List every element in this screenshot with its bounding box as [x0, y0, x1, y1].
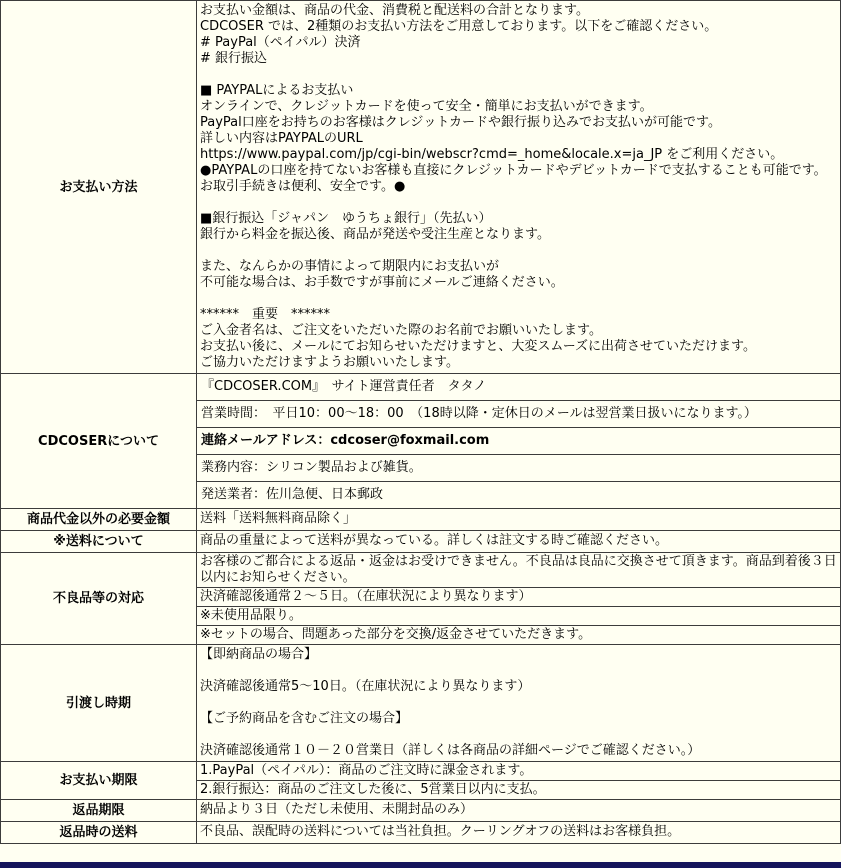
text-line: 連絡メールアドレス：cdcoser@foxmail.com	[201, 433, 490, 448]
text-line: 決済確認後通常２～５日。（在庫状況により異なります）	[200, 589, 532, 604]
content-cell	[197, 645, 840, 761]
text-line	[200, 291, 837, 307]
text-line: # PayPal（ペイパル）決済	[200, 35, 361, 50]
row-content-extra-fees	[197, 509, 840, 530]
text-line: 営業時間： 平日10：00～18：00 （18時以降・定休日のメールは翌営業日扱いになります。）	[201, 406, 757, 421]
text-line: 1.PayPal（ペイパル）：商品のご注文時に課金されます。	[200, 763, 533, 778]
table-row-payment-method	[1, 1, 840, 373]
text-line	[200, 67, 837, 83]
text-line: 不良品、誤配時の送料については当社負担。クーリングオフの送料はお客様負担。	[200, 824, 681, 839]
table-row-return-shipping	[1, 821, 840, 843]
text-line: お支払い金額は、商品の代金、消費税と配送料の合計となります。	[200, 3, 589, 18]
row-content-delivery-time	[197, 645, 840, 761]
row-header-about-cdcoser: CDCOSERについて	[1, 374, 197, 508]
row-header-return-deadline: 返品期限	[1, 800, 197, 821]
row-content-shipping-note	[197, 531, 840, 552]
content-cell	[197, 553, 840, 587]
bottom-dark-bar	[0, 862, 841, 868]
text-line: 納品より３日（ただし未使用、未開封品のみ）	[200, 802, 474, 817]
content-cell	[197, 400, 840, 427]
text-line: 決済確認後通常１０－２０営業日（詳しくは各商品の詳細ページでご確認ください。）	[200, 743, 701, 758]
table-row-about-cdcoser	[1, 373, 840, 508]
content-cell	[197, 481, 840, 508]
text-line: 送料「送料無料商品除く」	[200, 511, 357, 526]
table-row-extra-fees	[1, 508, 840, 530]
content-cell	[197, 625, 840, 644]
text-line: 業務内容：シリコン製品および雑貨。	[201, 460, 422, 475]
content-cell	[197, 531, 840, 552]
row-content-return-deadline	[197, 800, 840, 821]
table-row-payment-deadline	[1, 761, 840, 799]
content-cell	[197, 454, 840, 481]
table-row-shipping-note	[1, 530, 840, 552]
text-line: # 銀行振込	[200, 51, 268, 66]
text-line: 発送業者：佐川急便、日本郵政	[201, 487, 384, 502]
content-cell	[197, 780, 840, 799]
text-line: 【ご予約商品を含むご注文の場合】	[200, 711, 409, 726]
row-header-delivery-time: 引渡し時期	[1, 645, 197, 761]
row-header-shipping-note: ※送料について	[1, 531, 197, 552]
text-line	[200, 663, 837, 679]
text-line	[200, 727, 837, 743]
text-line: 決済確認後通常5～10日。（在庫状況により異なります）	[200, 679, 531, 694]
text-line: オンラインで、クレジットカードを使って安全・簡単にお支払いができます。	[200, 99, 653, 114]
content-cell	[197, 606, 840, 625]
text-line: ****** 重要 ******	[200, 307, 331, 322]
text-line: CDCOSER では、2種類のお支払い方法をご用意しております。以下をご確認ください。	[200, 19, 718, 34]
row-header-extra-fees: 商品代金以外の必要金額	[1, 509, 197, 530]
content-cell	[197, 800, 840, 821]
content-cell	[197, 509, 840, 530]
text-line: 不可能な場合は、お手数ですが事前にメールご連絡ください。	[200, 275, 564, 290]
table-row-delivery-time	[1, 644, 840, 761]
text-line: ご入金者名は、ご注文をいただいた際のお名前でお願いいたします。	[200, 323, 602, 338]
text-line: ※未使用品限り。	[200, 608, 302, 623]
text-line: お客様のご都合による返品・返金はお受けできません。不良品は良品に交換させて頂きます。商品到着後３日以内にお知らせください。	[200, 554, 837, 585]
row-content-return-shipping	[197, 822, 840, 843]
text-line: ■銀行振込「ジャパン ゆうちょ銀行」（先払い）	[200, 211, 492, 226]
text-line: お取引手続きは便利、安全です。●	[200, 179, 406, 194]
content-cell	[197, 1, 840, 373]
row-content-payment-deadline	[197, 762, 840, 799]
row-content-payment-method	[197, 1, 840, 373]
content-cell	[197, 427, 840, 454]
text-line: 2.銀行振込：商品のご注文した後に、5営業日以内に支払。	[200, 782, 546, 797]
text-line: ■ PAYPALによるお支払い	[200, 83, 354, 98]
table-row-defective-items	[1, 552, 840, 644]
text-line: 『CDCOSER.COM』 サイト運営責任者 タタノ	[201, 379, 487, 394]
text-line: また、なんらかの事情によって期限内にお支払いが	[200, 259, 500, 274]
text-line: 銀行から料金を振込後、商品が発送や受注生産となります。	[200, 227, 550, 242]
table-row-return-deadline	[1, 799, 840, 821]
text-line: 【即納商品の場合】	[200, 647, 318, 662]
row-header-payment-deadline: お支払い期限	[1, 762, 197, 799]
content-cell	[197, 822, 840, 843]
text-line: https://www.paypal.com/jp/cgi-bin/webscr?cmd=_home&locale.x=ja_JP をご利用ください。	[200, 147, 784, 162]
row-content-defective-items	[197, 553, 840, 644]
text-line: 詳しい内容はPAYPALのURL	[200, 131, 363, 146]
text-line: PayPal口座をお持ちのお客様はクレジットカードや銀行振り込みでお支払いが可能です。	[200, 115, 721, 130]
text-line: 商品の重量によって送料が異なっている。詳しくは註文する時ご確認ください。	[200, 533, 669, 548]
content-cell	[197, 374, 840, 400]
row-header-return-shipping: 返品時の送料	[1, 822, 197, 843]
row-header-payment-method: お支払い方法	[1, 1, 197, 373]
text-line: ●PAYPALの口座を持てないお客様も直接にクレジットカードやデビットカードで支払することも可能です。	[200, 163, 827, 178]
text-line: お支払い後に、メールにてお知らせいただけますと、大変スムーズに出荷させていただけます。	[200, 339, 757, 354]
text-line	[200, 695, 837, 711]
text-line	[200, 243, 837, 259]
content-cell	[197, 587, 840, 606]
row-header-defective-items: 不良品等の対応	[1, 553, 197, 644]
text-line: ※セットの場合、問題あった部分を交換/返金させていただきます。	[200, 627, 592, 642]
text-line	[200, 195, 837, 211]
content-cell	[197, 762, 840, 780]
row-content-about-cdcoser	[197, 374, 840, 508]
text-line: ご協力いただけますようお願いいたします。	[200, 355, 459, 370]
